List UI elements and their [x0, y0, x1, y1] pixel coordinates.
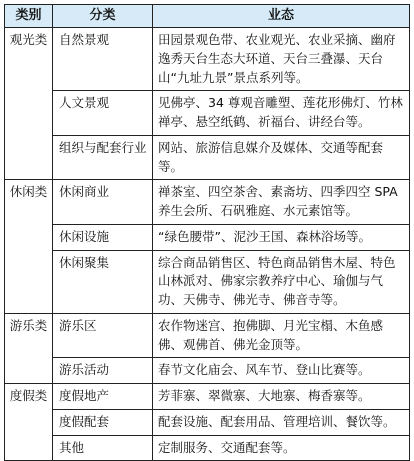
table-row — [5, 435, 410, 461]
subcategory-cell: 组织与配套行业 — [53, 135, 153, 180]
subcategory-cell: 其他 — [53, 435, 153, 461]
subcategory-cell: 休闲商业 — [53, 180, 153, 225]
header-category: 类别 — [5, 5, 53, 28]
format-cell: 见佛亭、34 尊观音雕塑、莲花形佛灯、竹林禅亭、悬空纸鹤、祈福台、讲经台等。 — [153, 91, 410, 136]
subcategory-cell: 休闲聚集 — [53, 250, 153, 313]
format-cell: 春节文化庙会、风车节、登山比赛等。 — [153, 358, 410, 384]
category-cell: 观光类 — [5, 28, 53, 180]
header-subcategory: 分类 — [53, 5, 153, 28]
table-row — [5, 313, 410, 358]
subcategory-cell: 休闲设施 — [53, 224, 153, 250]
format-cell: 禅茶室、四空茶舍、素斋坊、四季四空 SPA 养生会所、石矾雅庭、水元素馆等。 — [153, 180, 410, 225]
table-row — [5, 358, 410, 384]
format-cell: 配套设施、配套用品、管理培训、餐饮等。 — [153, 409, 410, 435]
format-cell: 网站、旅游信息媒介及媒体、交通等配套等。 — [153, 135, 410, 180]
format-cell: 田园景观色带、农业观光、农业采摘、幽府逸秀天台生态大环道、天台三叠瀑、天台山“九址九景”景点系列等。 — [153, 28, 410, 91]
table-row — [5, 409, 410, 435]
table-row — [5, 250, 410, 313]
table-row — [5, 180, 410, 225]
subcategory-cell: 度假地产 — [53, 384, 153, 410]
table-row — [5, 28, 410, 91]
format-cell: 农作物迷宫、抱佛脚、月光宝榻、木鱼感佛、观佛首、佛光金顶等。 — [153, 313, 410, 358]
subcategory-cell: 游乐区 — [53, 313, 153, 358]
subcategory-cell: 游乐活动 — [53, 358, 153, 384]
table-row — [5, 224, 410, 250]
table-row — [5, 91, 410, 136]
format-cell: “绿色腰带”、泥沙王国、森林浴场等。 — [153, 224, 410, 250]
subcategory-cell: 人文景观 — [53, 91, 153, 136]
table-row — [5, 384, 410, 410]
format-cell: 芳菲寨、翠微寨、大地寨、梅香寨等。 — [153, 384, 410, 410]
subcategory-cell: 自然景观 — [53, 28, 153, 91]
category-cell: 度假类 — [5, 384, 53, 461]
format-cell: 综合商品销售区、特色商品销售木屋、特色山林派对、佛家宗教养疗中心、瑜伽与气功、天佛寺、佛光寺、佛音寺等。 — [153, 250, 410, 313]
category-cell: 游乐类 — [5, 313, 53, 383]
subcategory-cell: 度假配套 — [53, 409, 153, 435]
business-format-table — [4, 4, 410, 461]
category-cell: 休闲类 — [5, 180, 53, 314]
table-container — [4, 4, 409, 454]
format-cell: 定制服务、交通配套等。 — [153, 435, 410, 461]
header-format: 业态 — [153, 5, 410, 28]
header-row — [5, 5, 410, 28]
table-row — [5, 135, 410, 180]
